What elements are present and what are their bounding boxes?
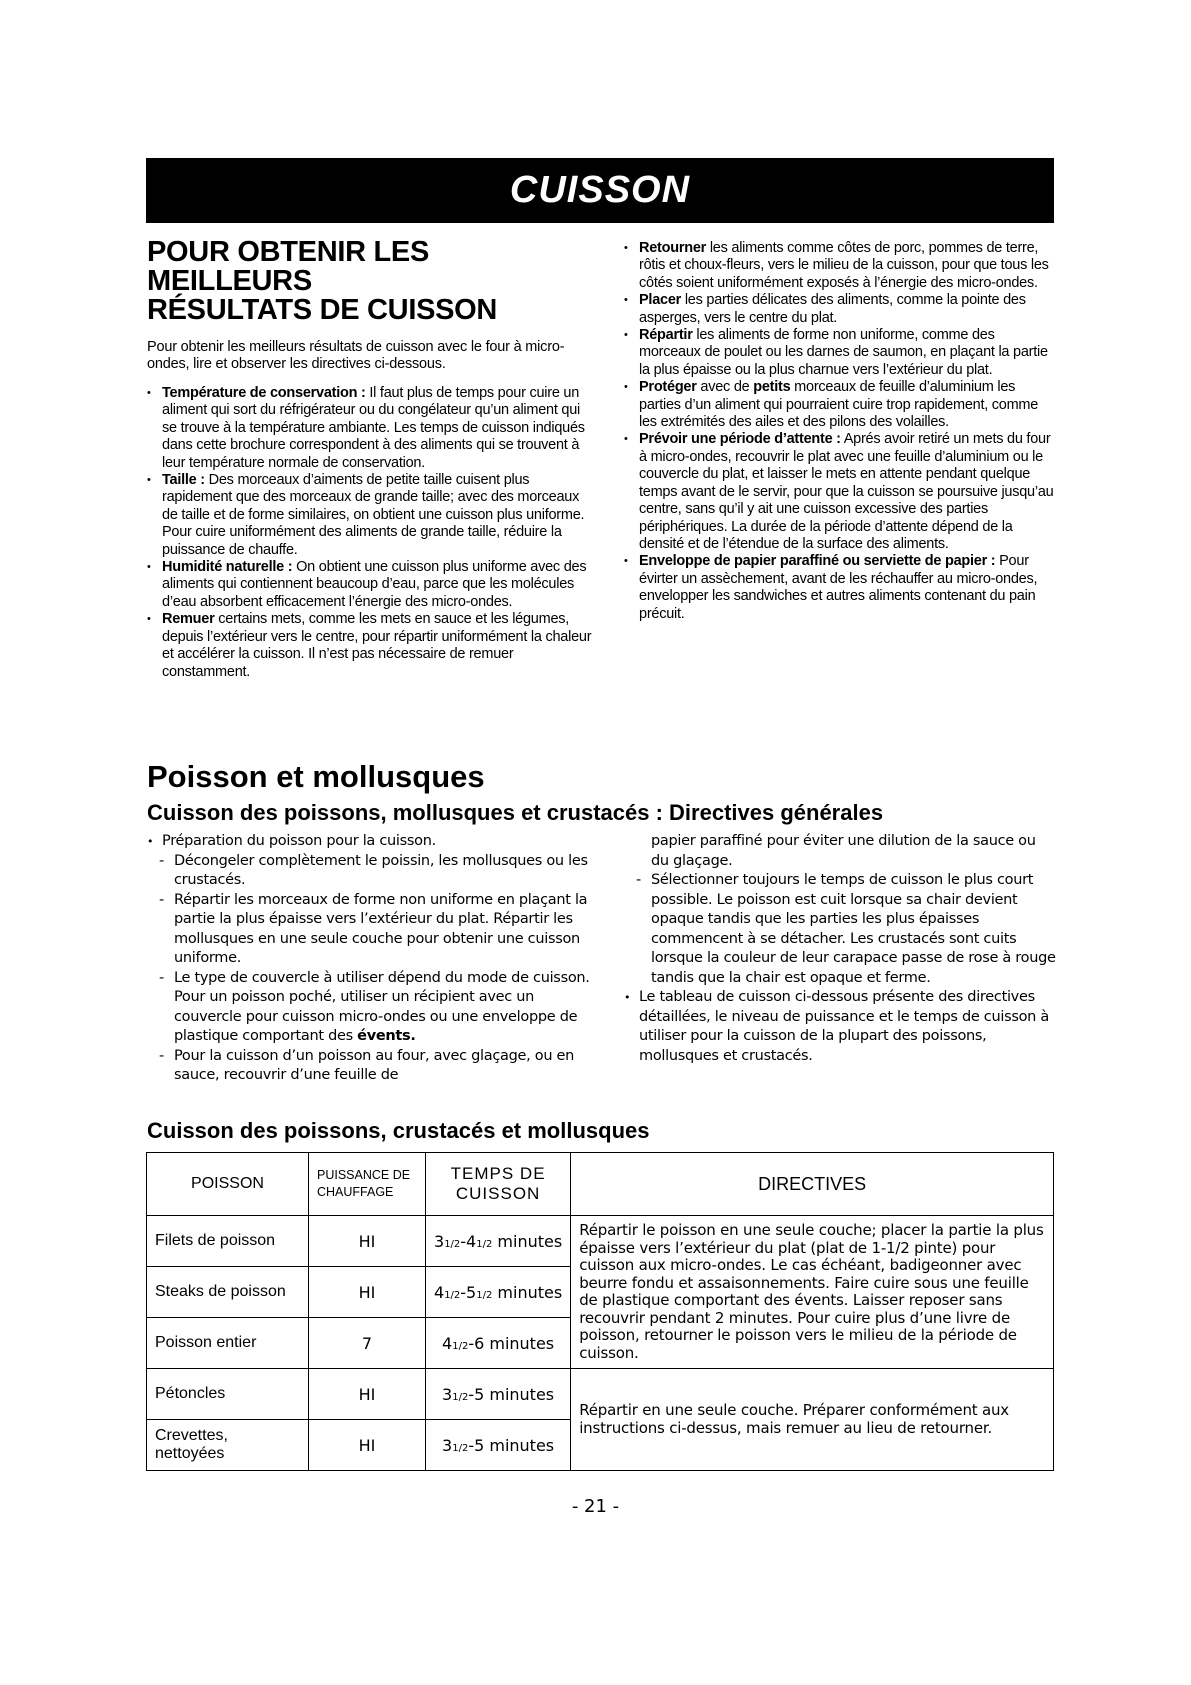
header-temps: TEMPS DE CUISSON: [426, 1153, 571, 1216]
cook-time: 41/2-6 minutes: [426, 1318, 571, 1369]
header-directives: DIRECTIVES: [571, 1153, 1054, 1216]
page-number: - 21 -: [571, 1496, 620, 1517]
best-results-title: [147, 238, 597, 325]
table-header-row: [147, 1153, 1054, 1216]
fish-cooking-table: [146, 1152, 1054, 1471]
list-item: - Décongeler complètement le poissin, les mollusques ou les crustacés.: [147, 852, 595, 891]
table-row: [147, 1216, 1054, 1267]
fish-name: Steaks de poisson: [147, 1267, 309, 1318]
list-item: - Sélectionner toujours le temps de cuisson le plus court possible. Le poisson est cuit lorsque sa chair devient opaque tandis que les parties les plus épaisses commencent à se détacher. Les crustacés sont cuits lorsque la couleur de leur carapace passe de rose à rouge tandis que la chair est opaque et ferme.: [624, 871, 1056, 988]
cook-time: 31/2-5 minutes: [426, 1420, 571, 1471]
best-results-title-line1: POUR OBTENIR LES MEILLEURS: [147, 236, 429, 297]
fish-guidelines-heading: Cuisson des poissons, mollusques et crustacés : Directives générales: [147, 800, 884, 825]
power-level: HI: [309, 1420, 426, 1471]
fish-name: Poisson entier: [147, 1318, 309, 1369]
table-row: [147, 1369, 1054, 1420]
cook-time: 31/2-5 minutes: [426, 1369, 571, 1420]
power-level: HI: [309, 1216, 426, 1267]
best-results-list-right: [624, 240, 1056, 623]
fish-name: Crevettes, nettoyées: [147, 1420, 309, 1471]
list-item: • Placer les parties délicates des aliments, comme la pointe des asperges, vers le centre du plat.: [624, 292, 1056, 327]
list-item: • Taille : Des morceaux d’aiments de petite taille cuisent plus rapidement que des morceaux de grande taille; avec des morceaux de taille et de forme similaires, on obtient une cuisson plus uniforme. Pour cuire uniformément des aliments de grande taille, réduire la puissance de chauffe.: [147, 472, 597, 559]
list-item: • Répartir les aliments de forme non uniforme, comme des morceaux de poulet ou les darnes de saumon, en plaçant la partie la plus épaisse ou la plus charnue vers l’extérieur du plat.: [624, 327, 1056, 379]
power-level: HI: [309, 1267, 426, 1318]
list-item: • Enveloppe de papier paraffiné ou serviette de papier : Pour évirter un assèchement, avant de les réchauffer au micro-ondes, envelopper les sandwiches et autres aliments contenant du pain précuit.: [624, 553, 1056, 623]
best-results-title-line2: RÉSULTATS DE CUISSON: [147, 294, 498, 326]
best-results-right-column: [624, 240, 1056, 623]
directive-shellfish: Répartir en une seule couche. Préparer conformément aux instructions ci-dessus, mais remuer au lieu de retourner.: [571, 1369, 1054, 1471]
list-item: • Protéger avec de petits morceaux de feuille d’aluminium les parties d’un aliment qui pourraient cuire trop rapidement, comme les extrémités des ailes et des pilons des volailles.: [624, 379, 1056, 431]
fish-name: Pétoncles: [147, 1369, 309, 1420]
fish-guidelines-right: [624, 832, 1056, 1066]
power-level: 7: [309, 1318, 426, 1369]
header-poisson: POISSON: [147, 1153, 309, 1216]
list-item: • Humidité naturelle : On obtient une cuisson plus uniforme avec des aliments qui contiennent beaucoup d’eau, parce que les molécules d’eau absorbent efficacement l’énergie des micro-ondes.: [147, 559, 597, 611]
list-item: - Le type de couvercle à utiliser dépend du mode de cuisson. Pour un poisson poché, utiliser un récipient avec un couvercle pour cuisson micro-ondes ou une enveloppe de plastique comportant des évents.: [147, 969, 595, 1047]
best-results-left-column: [147, 238, 597, 681]
fish-name: Filets de poisson: [147, 1216, 309, 1267]
cook-time: 41/2-51/2 minutes: [426, 1267, 571, 1318]
list-item: • Température de conservation : Il faut plus de temps pour cuire un aliment qui sort du réfrigérateur ou du congélateur qu’un aliment qui se trouve à la température ambiante. Les temps de cuisson indiqués dans cette brochure correspondent à des aliments qui se trouvent à leur température normale de conservation.: [147, 385, 597, 472]
power-level: HI: [309, 1369, 426, 1420]
cook-time: 31/2-41/2 minutes: [426, 1216, 571, 1267]
list-item: • Remuer certains mets, comme les mets en sauce et les légumes, depuis l’extérieur vers le centre, pour répartir uniformément la chaleur et accélérer la cuisson. Il n’est pas nécessaire de remuer constamment.: [147, 611, 597, 681]
list-item: - Pour la cuisson d’un poisson au four, avec glaçage, ou en sauce, recouvrir d’une feuille de: [147, 1047, 595, 1086]
fish-section-title: Poisson et mollusques: [147, 759, 485, 794]
list-item: • Le tableau de cuisson ci-dessous présente des directives détaillées, le niveau de puissance et le temps de cuisson à utiliser pour la cuisson de la plupart des poissons, mollusques et crustacés.: [624, 988, 1056, 1066]
fish-table-heading: Cuisson des poissons, crustacés et mollusques: [147, 1118, 650, 1143]
section-banner: CUISSON: [146, 158, 1054, 223]
best-results-intro: Pour obtenir les meilleurs résultats de cuisson avec le four à micro-ondes, lire et observer les directives ci-dessous.: [147, 339, 565, 372]
best-results-list-left: [147, 385, 597, 681]
list-item: • Préparation du poisson pour la cuisson.: [147, 832, 595, 852]
header-puissance: PUISSANCE DE CHAUFFAGE: [309, 1153, 426, 1216]
list-item: - Répartir les morceaux de forme non uniforme en plaçant la partie la plus épaisse vers l’extérieur du plat. Répartir les mollusques en une seule couche pour obtenir une cuisson uniforme.: [147, 891, 595, 969]
list-item: • Retourner les aliments comme côtes de porc, pommes de terre, rôtis et choux-fleurs, vers le milieu de la cuisson, pour que tous les côtés soient uniformément exposés à l’énergie des micro-ondes.: [624, 240, 1056, 292]
directive-fish: Répartir le poisson en une seule couche; placer la partie la plus épaisse vers l’extérieur du plat (plat de 1-1/2 pinte) pour cuisson aux micro-ondes. Le cas échéant, badigeonner avec beurre fondu et assaisonnements. Faire cuire sous une feuille de plastique comportant des évents. Laisser reposer sans recouvrir pendant 2 minutes. Pour cuire plus d’une livre de poisson, retourner le poisson vers le milieu de la période de cuisson.: [571, 1216, 1054, 1369]
fish-guidelines-left: [147, 832, 595, 1086]
list-item-continuation: papier paraffiné pour éviter une dilution de la sauce ou du glaçage.: [651, 833, 1036, 869]
list-item: • Prévoir une période d’attente : Aprés avoir retiré un mets du four à micro-ondes, recouvrir le plat avec une feuille d’aluminium ou le couvercle du plat, et laisser le mets en attente pendant quelque temps avant de le servir, pour que la cuisson se poursuive jusqu’au centre, sans qu’il y ait une cuisson excessive des parties périphériques. La durée de la période d’attente dépend de la densité et de l’étendue de la surface des aliments.: [624, 431, 1056, 553]
